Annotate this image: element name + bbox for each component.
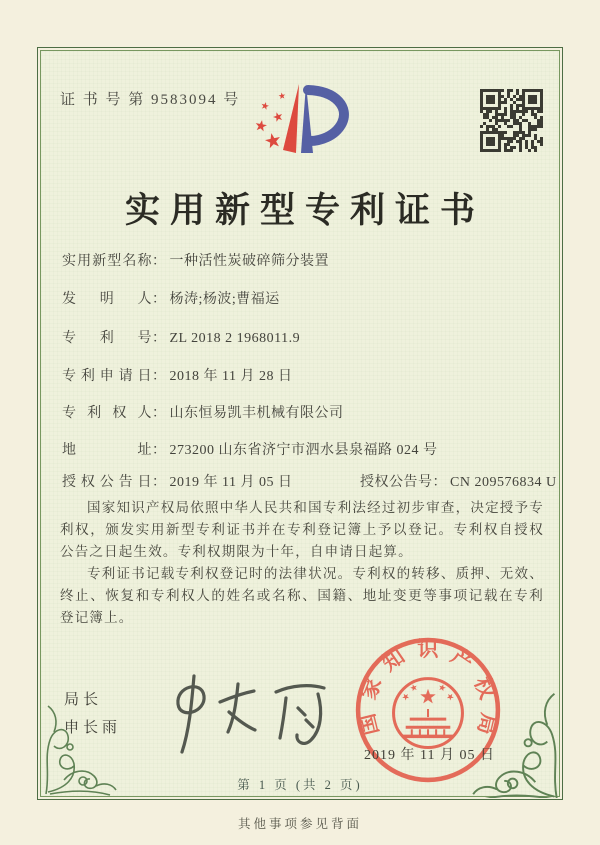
svg-text:国家知识产权局 [355, 637, 501, 737]
page-indicator: 第 1 页 (共 2 页) [237, 778, 363, 792]
field-label: 实用新型名称 [62, 254, 152, 269]
field-value: 2018 年 11 月 28 日 [169, 369, 293, 384]
field-value: ZL 2018 2 1968011.9 [169, 331, 301, 346]
logo-stars-icon [255, 92, 286, 149]
field-label: 发 明 人 [62, 292, 152, 307]
cnipa-logo-icon [233, 80, 371, 174]
seal-arc-text: 国家知识产权局 [354, 637, 502, 738]
colon: ： [152, 443, 167, 458]
field-row-inventors [62, 288, 280, 308]
field-value: 2019 年 11 月 05 日 [169, 475, 293, 490]
certificate-title: 实用新型专利证书 [124, 191, 485, 230]
colon: ： [152, 331, 167, 346]
field-label: 授权公告号 [360, 475, 433, 490]
signer-name: 申长雨 [64, 720, 122, 736]
field-value: 273200 山东省济宁市泗水县泉福路 024 号 [169, 443, 438, 458]
seal-date: 2019 年 11 月 05 日 [364, 748, 495, 763]
paragraph: 国家知识产权局依照中华人民共和国专利法经过初步审查，决定授予专利权，颁发实用新型专利证书并在专利登记簿上予以登记。专利权自授权公告之日起生效。专利权期限为十年，自申请日起算。 [60, 500, 544, 559]
colon: ： [432, 475, 447, 490]
field-row-grant-date [62, 471, 557, 491]
signature-script-icon [150, 668, 340, 760]
colon: ： [152, 292, 167, 307]
national-emblem-icon [394, 679, 463, 748]
colon: ： [152, 406, 167, 421]
field-row-filing-date [62, 365, 292, 385]
field-value: 杨涛;杨波;曹福运 [169, 292, 280, 307]
colon: ： [152, 254, 167, 269]
qr-code-icon [480, 89, 543, 152]
field-label: 专 利 号 [62, 331, 152, 346]
legal-paragraphs [60, 497, 544, 629]
field-row-patent-number [62, 327, 300, 347]
colon: ： [152, 369, 167, 384]
field-value: 山东恒易凯丰机械有限公司 [169, 406, 344, 421]
field-label: 地 址 [62, 443, 152, 458]
field-grant-number [360, 471, 557, 491]
field-value: 一种活性炭破碎筛分装置 [169, 254, 329, 269]
colon: ： [152, 475, 167, 490]
field-label: 授权公告日 [62, 475, 152, 490]
signer-title: 局长 [64, 692, 103, 708]
field-label: 专利申请日 [62, 369, 152, 384]
paragraph: 专利证书记载专利权登记时的法律状况。专利权的转移、质押、无效、终止、恢复和专利权人的姓名或名称、国籍、地址变更等事项记载在专利登记簿上。 [60, 566, 544, 625]
field-row-address [62, 439, 438, 459]
back-note: 其他事项参见背面 [237, 817, 362, 831]
field-value: CN 209576834 U [450, 475, 557, 490]
field-label: 专 利 权 人 [62, 406, 152, 421]
field-row-name [62, 250, 329, 270]
field-row-patentee [62, 402, 344, 422]
certificate-number: 证 书 号 第 9583094 号 [60, 92, 241, 108]
